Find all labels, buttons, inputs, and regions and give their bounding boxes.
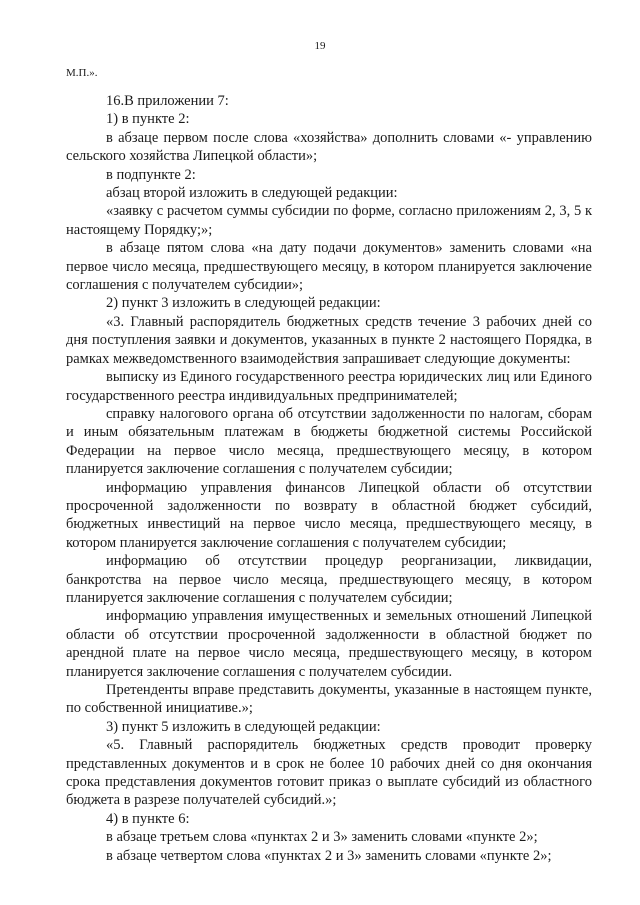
paragraph: выписку из Единого государственного реестра юридических лиц или Единого государственного реестра индивидуальных предпринимателей; [66, 369, 592, 404]
paragraph: абзац второй изложить в следующей редакции: [106, 185, 398, 202]
paragraph: Претенденты вправе представить документы, указанные в настоящем пункте, по собственной инициативе.»; [66, 682, 592, 717]
paragraph: 1) в пункте 2: [106, 111, 190, 128]
paragraph: в абзаце третьем слова «пунктах 2 и 3» заменить словами «пункте 2»; [106, 829, 538, 846]
paragraph: 2) пункт 3 изложить в следующей редакции: [106, 295, 381, 312]
paragraph: 3) пункт 5 изложить в следующей редакции: [106, 718, 381, 735]
paragraph: «3. Главный распорядитель бюджетных средств течение 3 рабочих дней со дня поступления заявки и документов, указанных в пункте 2 настоящего Порядка, в рамках межведомственного взаимодействия запрашивает следующие документы: [66, 313, 592, 367]
paragraph: 4) в пункте 6: [106, 810, 190, 827]
paragraph: в абзаце пятом слова «на дату подачи документов» заменить словами «на первое число месяца, предшествующего месяцу, в котором планируется заключение соглашения с получателем субсидии»; [66, 240, 592, 294]
paragraph: «5. Главный распорядитель бюджетных средств проводит проверку представленных документов и в срок не более 10 рабочих дней со дня окончания срока представления документов готовит приказ о выплате субсидий из областного бюджета в разрезе получателей субсидий.»; [66, 737, 592, 809]
paragraph: информацию управления финансов Липецкой области об отсутствии просроченной задолженности по возврату в областной бюджет субсидий, бюджетных инвестиций на первое число месяца, предшествующего месяцу, в котором планируется заключение соглашения с получателем субсидии; [66, 479, 592, 551]
page-number: 19 [314, 40, 326, 52]
seal-note: М.П.». [66, 67, 98, 79]
paragraph: в абзаце четвертом слова «пунктах 2 и 3» заменить словами «пункте 2»; [106, 847, 552, 864]
document-body [66, 66, 592, 865]
paragraph: «заявку с расчетом суммы субсидии по форме, согласно приложениям 2, 3, 5 к настоящему Порядку;»; [66, 203, 592, 238]
paragraph: информацию управления имущественных и земельных отношений Липецкой области об отсутствии просроченной задолженности в областной бюджет по арендной плате на первое число месяца, предшествующего месяцу, в котором планируется заключение соглашения с получателем субсидии. [66, 608, 592, 680]
paragraph: информацию об отсутствии процедур реорганизации, ликвидации, банкротства на первое число месяца, предшествующего месяцу, в котором планируется заключение соглашения с получателем субсидии; [66, 553, 592, 606]
paragraph: в абзаце первом после слова «хозяйства» дополнить словами «- управлению сельского хозяйства Липецкой области»; [66, 129, 592, 165]
paragraph: 16.В приложении 7: [106, 93, 229, 109]
paragraph: в подпункте 2: [106, 166, 196, 183]
paragraph: справку налогового органа об отсутствии задолженности по налогам, сборам и иным обязательным платежам в бюджеты бюджетной системы Российской Федерации на первое число месяца, предшествующего месяцу, в котором планируется заключение соглашения с получателем субсидии; [66, 405, 592, 478]
